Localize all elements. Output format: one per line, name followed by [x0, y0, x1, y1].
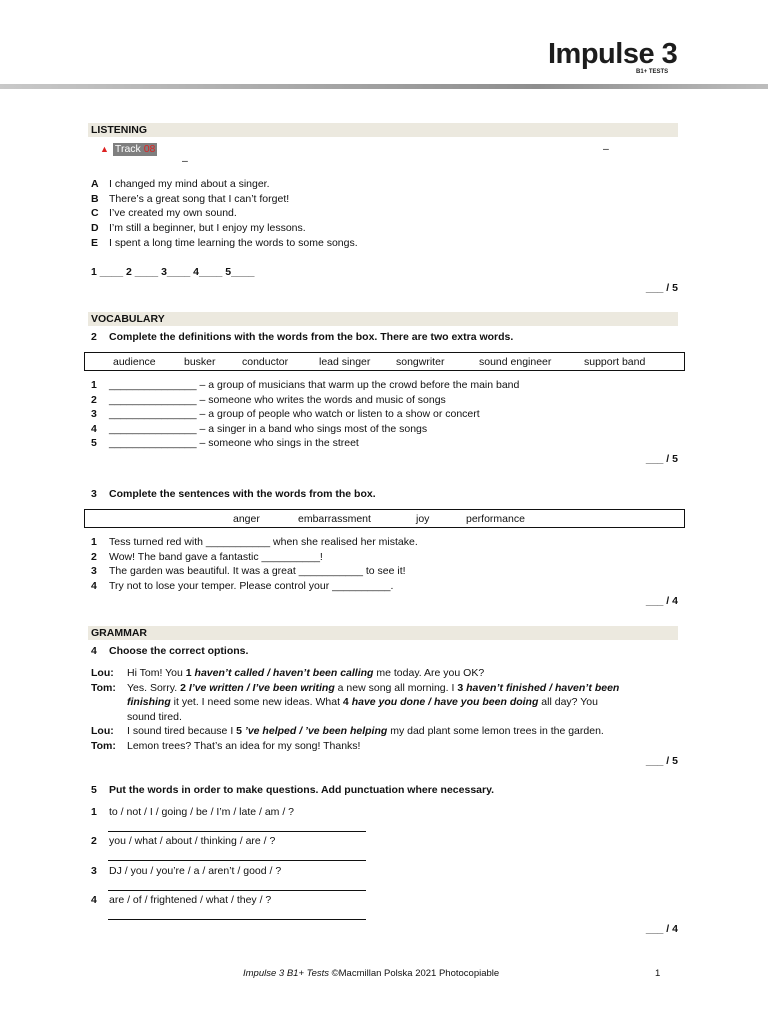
dialogue-segment: Hi Tom! You [127, 667, 186, 679]
definition-text: _______________ – someone who writes the words and music of songs [109, 393, 446, 406]
dialogue-segment: 4 [342, 696, 352, 709]
dialogue-segment: 5 [236, 725, 245, 738]
item-number: 3 [91, 565, 97, 578]
dash: – [182, 155, 188, 167]
box-word: support band [584, 355, 646, 368]
answer-line[interactable] [108, 890, 366, 891]
exercise-instruction: Complete the definitions with the words from the box. There are two extra words. [109, 331, 514, 343]
audio-icon: ▲ [100, 144, 109, 154]
dialogue-line [127, 682, 619, 695]
scrambled-words: to / not / I / going / be / I’m / late / am / ? [109, 806, 295, 818]
exercise-number: 3 [91, 488, 97, 500]
exercise-number: 4 [91, 645, 97, 657]
box-word: anger [233, 512, 260, 525]
item-number: 1 [91, 806, 97, 818]
item-number: 2 [91, 393, 97, 406]
item-number: 4 [91, 894, 97, 907]
sentence-text: The garden was beautiful. It was a great ___________ to see it! [109, 565, 406, 578]
item-number: 2 [91, 550, 97, 563]
item-number: 3 [91, 408, 97, 421]
score: ___ / 5 [645, 453, 678, 465]
item-number: 3 [91, 864, 97, 877]
dialogue-segment: 1 [185, 667, 195, 679]
answer-line[interactable] [108, 860, 366, 861]
score: ___ / 5 [645, 755, 678, 767]
option-text: I spent a long time learning the words to some songs. [109, 236, 358, 249]
dialogue-line [127, 725, 604, 738]
definition-text: _______________ – a group of musicians that warm up the crowd before the main band [109, 379, 520, 391]
brand-subtitle: B1+ TESTS [636, 69, 669, 75]
score: ___ / 5 [645, 282, 678, 294]
box-word: songwriter [396, 355, 445, 368]
definition-text: _______________ – a group of people who watch or listen to a show or concert [109, 408, 480, 421]
section-heading-vocabulary: VOCABULARY [88, 312, 678, 326]
box-word: conductor [242, 355, 289, 368]
option-letter: E [91, 236, 99, 249]
box-word: embarrassment [298, 512, 371, 525]
item-number: 4 [91, 422, 97, 435]
option-text: I’m still a beginner, but I enjoy my lessons. [109, 222, 306, 235]
dialogue-segment: Lemon trees? That’s an idea for my song! Thanks! [127, 740, 361, 752]
word-box [84, 509, 685, 528]
dialogue-segment: ’ve helped / ’ve been helping [244, 725, 388, 738]
exercise-number: 2 [91, 331, 97, 343]
speaker-name: Tom: [91, 681, 116, 694]
item-number: 4 [91, 579, 97, 592]
brand-title: Impulse 3 [548, 38, 678, 70]
definition-text: _______________ – a singer in a band who sings most of the songs [109, 422, 428, 435]
brand-logo [548, 38, 678, 75]
answer-line[interactable] [108, 831, 366, 832]
dialogue-line [127, 667, 484, 680]
dialogue-segment: it yet. I need some new ideas. What [170, 696, 343, 709]
dialogue-line [127, 711, 182, 724]
score: ___ / 4 [645, 923, 678, 935]
section-heading-grammar: GRAMMAR [88, 626, 678, 640]
option-letter: B [91, 192, 99, 205]
dialogue-segment: haven’t called / haven’t been calling [194, 667, 374, 679]
speaker-name: Lou: [91, 725, 114, 738]
dialogue-segment: my dad plant some lemon trees in the garden. [387, 725, 604, 738]
item-number: 1 [91, 379, 97, 391]
definition-text: _______________ – someone who sings in the street [109, 437, 359, 450]
exercise-instruction: Choose the correct options. [109, 645, 249, 657]
score: ___ / 4 [645, 595, 678, 607]
exercise-instruction: Put the words in order to make questions. Add punctuation where necessary. [109, 784, 495, 796]
dialogue-segment: sound tired. [127, 710, 182, 723]
dialogue-segment: haven’t finished / haven’t been [466, 681, 620, 694]
dialogue-segment: all day? You [538, 696, 598, 709]
option-text: There’s a great song that I can’t forget! [109, 192, 290, 205]
dialogue-line [127, 740, 360, 753]
dialogue-segment: 2 [180, 681, 189, 694]
sentence-text: Tess turned red with ___________ when she realised her mistake. [109, 536, 418, 548]
sentence-text: Try not to lose your temper. Please control your __________. [109, 579, 394, 592]
dialogue-segment: 3 [457, 681, 467, 694]
footer-credit: Impulse 3 B1+ Tests ©Macmillan Polska 2021 Photocopiable [243, 968, 500, 979]
item-number: 2 [91, 835, 97, 848]
dialogue-segment: a new song all morning. I [334, 681, 458, 694]
box-word: lead singer [319, 355, 371, 368]
scrambled-words: you / what / about / thinking / are / ? [109, 835, 276, 848]
track-label: Track 08 [114, 142, 156, 155]
word-box [84, 352, 685, 371]
speaker-name: Tom: [91, 740, 116, 752]
dialogue-line [127, 696, 598, 709]
option-text: I’ve created my own sound. [109, 207, 237, 220]
exercise-number: 5 [91, 784, 97, 796]
dialogue-segment: have you done / have you been doing [351, 696, 539, 709]
box-word: busker [184, 355, 216, 368]
dialogue-segment: finishing [127, 696, 171, 709]
exercise-instruction: Complete the sentences with the words from the box. [109, 488, 376, 500]
box-word: sound engineer [479, 355, 552, 368]
box-word: audience [113, 355, 156, 368]
audio-track[interactable] [100, 142, 157, 156]
dialogue-segment: I’ve written / I’ve been writing [188, 681, 335, 694]
scrambled-words: DJ / you / you’re / a / aren’t / good / ? [109, 864, 282, 877]
item-number: 5 [91, 437, 97, 450]
dialogue-segment: I sound tired because I [127, 725, 237, 738]
scrambled-words: are / of / frightened / what / they / ? [109, 894, 272, 907]
option-letter: C [91, 207, 99, 220]
sentence-text: Wow! The band gave a fantastic __________! [109, 550, 323, 563]
dialogue-segment: me today. Are you OK? [373, 667, 485, 679]
box-word: performance [466, 512, 525, 525]
box-word: joy [416, 512, 430, 525]
option-text: I changed my mind about a singer. [109, 178, 270, 190]
section-heading-listening: LISTENING [88, 123, 678, 137]
item-number: 1 [91, 536, 97, 548]
page-number: 1 [655, 968, 661, 979]
speaker-name: Lou: [91, 667, 114, 679]
dialogue-segment: Yes. Sorry. [127, 681, 181, 694]
option-letter: A [91, 178, 99, 190]
answer-blanks: 1 ____ 2 ____ 3____ 4____ 5____ [91, 266, 255, 278]
answer-line[interactable] [108, 919, 366, 920]
option-letter: D [91, 222, 99, 235]
dash: – [603, 143, 609, 155]
header-rule [0, 84, 768, 89]
